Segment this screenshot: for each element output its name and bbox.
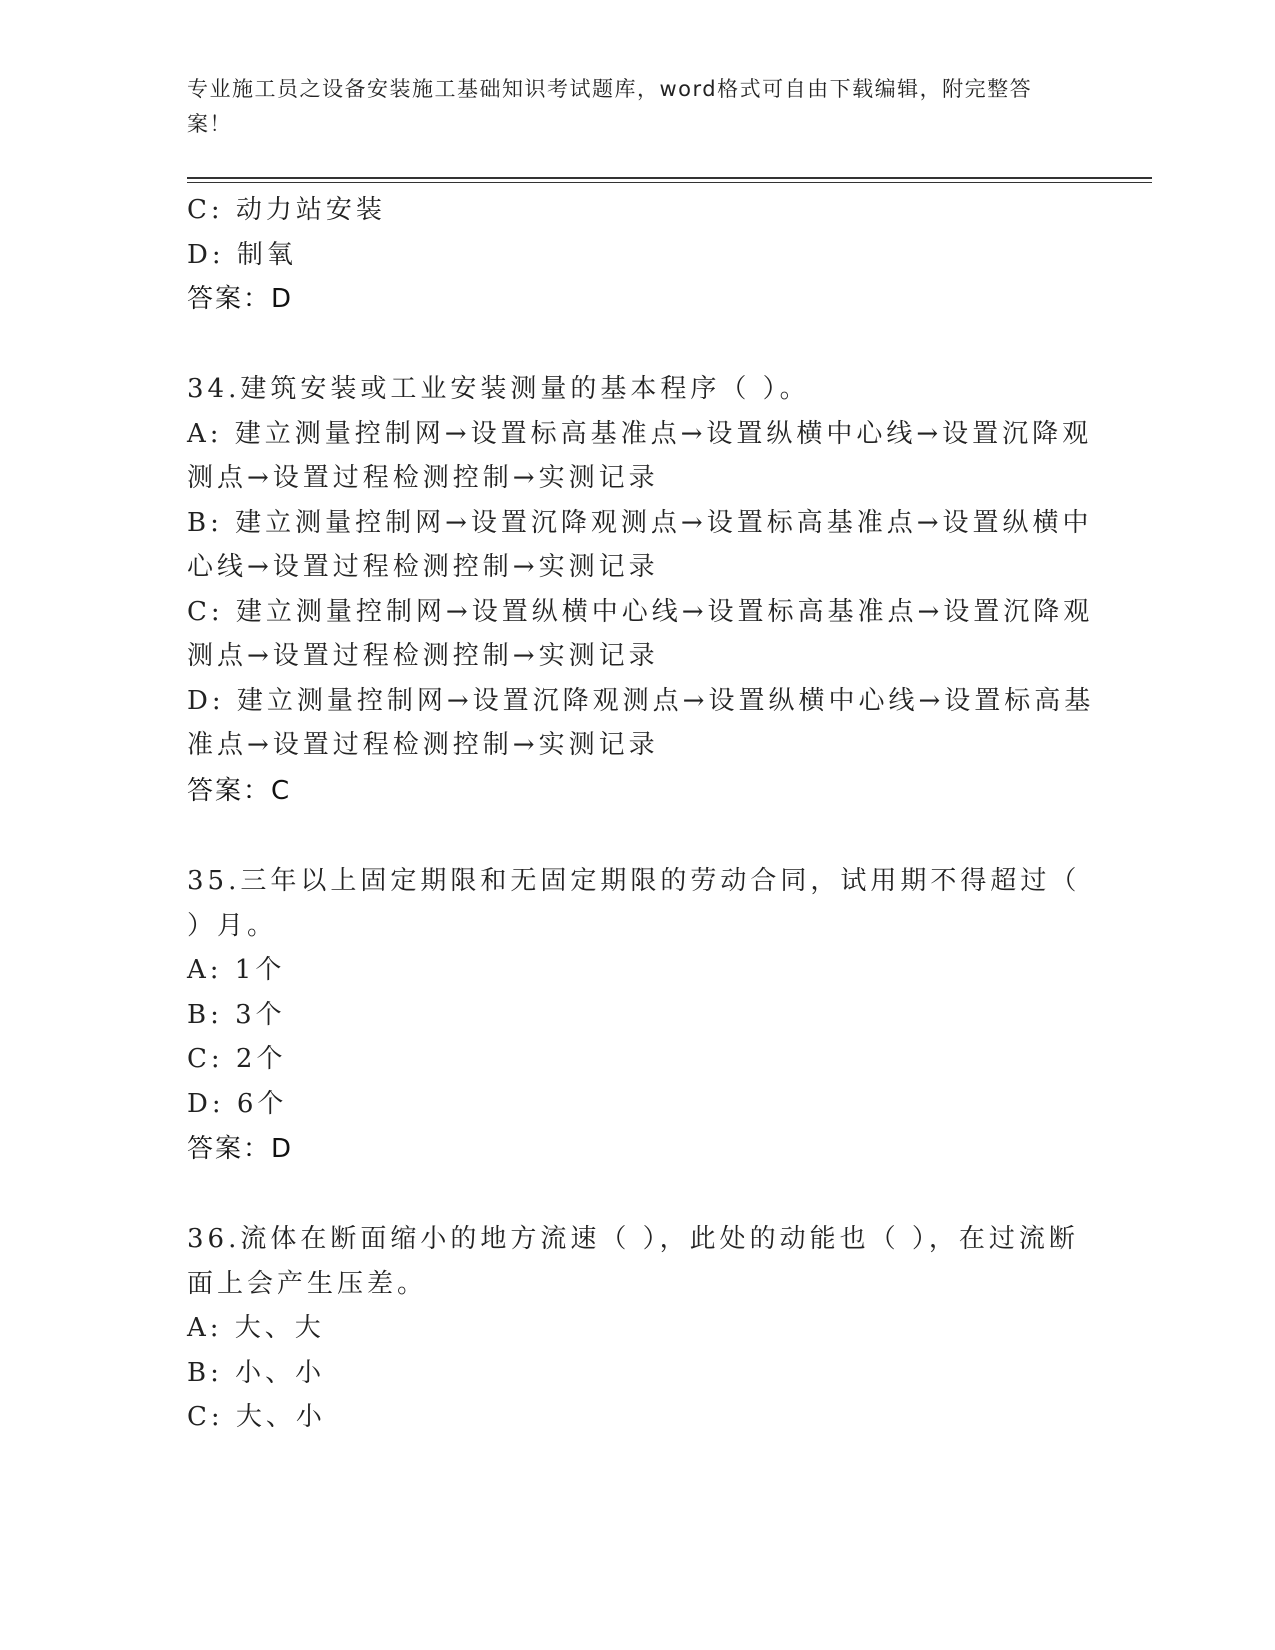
- option-line: C: 动力站安装: [187, 195, 386, 225]
- option-line: A: 1个: [187, 955, 286, 985]
- answer-line: 答案：D: [187, 1134, 294, 1164]
- header-divider-thin: [187, 182, 1152, 183]
- option-line: D: 建立测量控制网→设置沉降观测点→设置纵横中心线→设置标高基: [187, 686, 1095, 716]
- question-line: 35.三年以上固定期限和无固定期限的劳动合同，试用期不得超过（: [187, 866, 1081, 896]
- option-line: 准点→设置过程检测控制→实测记录: [187, 730, 659, 760]
- option-line: 测点→设置过程检测控制→实测记录: [187, 463, 659, 493]
- option-line: D: 制氧: [187, 240, 297, 270]
- option-line: A: 大、大: [187, 1313, 325, 1343]
- option-line: 测点→设置过程检测控制→实测记录: [187, 641, 659, 671]
- question-line: 面上会产生压差。: [187, 1269, 428, 1299]
- question-line: 34.建筑安装或工业安装测量的基本程序（ ）。: [187, 374, 810, 404]
- option-line: D: 6个: [187, 1089, 288, 1119]
- document-header: 专业施工员之设备安装施工基础知识考试题库，word格式可自由下载编辑，附完整答案！: [187, 77, 1033, 136]
- question-line: 36.流体在断面缩小的地方流速（ ），此处的动能也（ ），在过流断: [187, 1224, 1079, 1254]
- header-divider-thick: [187, 177, 1152, 179]
- answer-line: 答案：D: [187, 284, 294, 314]
- question-line: ）月。: [187, 911, 278, 941]
- option-line: B: 建立测量控制网→设置沉降观测点→设置标高基准点→设置纵横中: [187, 508, 1093, 538]
- option-line: B: 3个: [187, 1000, 286, 1030]
- option-line: C: 大、小: [187, 1402, 326, 1432]
- answer-line: 答案：C: [187, 776, 292, 806]
- option-line: B: 小、小: [187, 1358, 326, 1388]
- option-line: 心线→设置过程检测控制→实测记录: [187, 552, 659, 582]
- option-line: A: 建立测量控制网→设置标高基准点→设置纵横中心线→设置沉降观: [187, 419, 1093, 449]
- option-line: C: 建立测量控制网→设置纵横中心线→设置标高基准点→设置沉降观: [187, 597, 1094, 627]
- option-line: C: 2个: [187, 1044, 287, 1074]
